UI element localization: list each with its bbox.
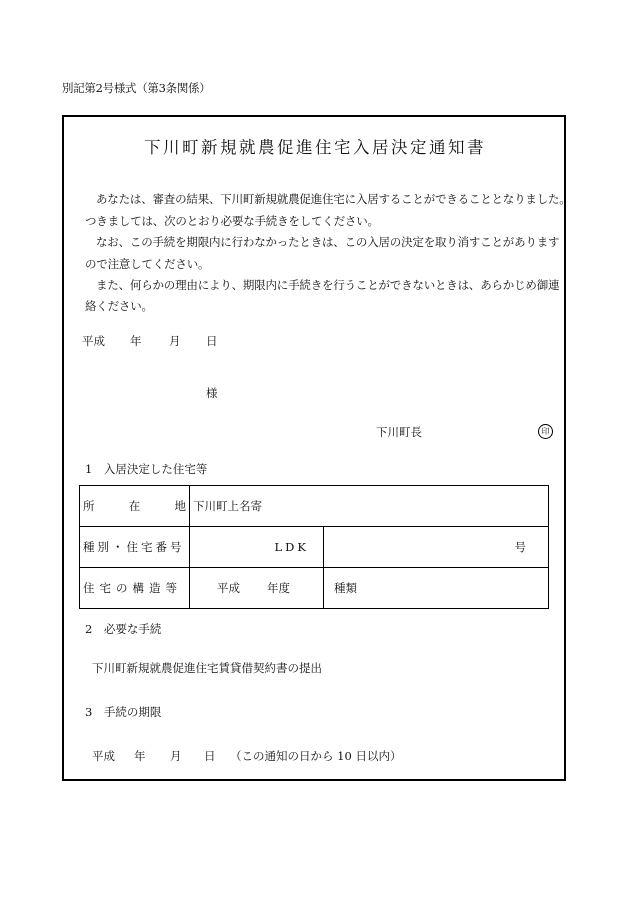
required-procedure-text: 下川町新規就農促進住宅賃貸借契約書の提出	[92, 661, 322, 675]
seal-mark: 印	[538, 424, 553, 439]
section1-heading: 1 入居決定した住宅等	[85, 462, 208, 476]
body-p1-line1: あなたは、審査の結果、下川町新規就農促進住宅に入居することができることとなりました。	[96, 192, 571, 206]
form-reference: 別記第2号様式（第3条関係）	[62, 81, 211, 95]
ldk-value: LDK	[274, 540, 309, 554]
date-day: 日	[206, 334, 218, 348]
deadline-month: 月	[170, 749, 182, 763]
location-value: 下川町上名寄	[190, 486, 549, 527]
body-p3-line2: 絡ください。	[85, 299, 153, 313]
structure-fiscal-year: 年度	[267, 581, 290, 595]
date-year: 年	[130, 334, 142, 348]
deadline-year: 年	[134, 749, 146, 763]
issuer-name: 下川町長	[376, 425, 422, 439]
structure-era: 平成	[217, 581, 240, 595]
deadline-note: （この通知の日から 10 日以内）	[230, 749, 402, 763]
deadline-day: 日	[204, 749, 216, 763]
structure-type-label: 種類	[324, 568, 549, 609]
body-p3-line1: また、何らかの理由により、期限内に手続きを行うことができないときは、あらかじめ御連	[96, 278, 560, 292]
number-suffix: 号	[514, 540, 526, 554]
date-era: 平成	[82, 334, 105, 348]
date-month: 月	[169, 334, 181, 348]
body-p2-line2: ので注意してください。	[85, 257, 210, 271]
housing-table	[79, 485, 549, 609]
structure-label: 住宅の構造等	[80, 568, 190, 609]
section3-heading: 3 手続の期限	[85, 705, 162, 719]
table-row-location	[80, 486, 549, 527]
body-p2-line1: なお、この手続を期限内に行わなかったときは、この入居の決定を取り消すことがあります	[96, 235, 560, 249]
table-row-structure	[80, 568, 549, 609]
body-p1-line2: つきましては、次のとおり必要な手続きをしてください。	[85, 214, 379, 228]
addressee-suffix: 様	[206, 386, 218, 400]
document-title: 下川町新規就農促進住宅入居決定通知書	[144, 138, 486, 157]
section2-heading: 2 必要な手続	[85, 622, 162, 636]
location-label: 所 在 地	[83, 499, 186, 513]
type-number-label: 種別・住宅番号	[80, 527, 190, 568]
deadline-era: 平成	[92, 749, 115, 763]
table-row-type-number	[80, 527, 549, 568]
